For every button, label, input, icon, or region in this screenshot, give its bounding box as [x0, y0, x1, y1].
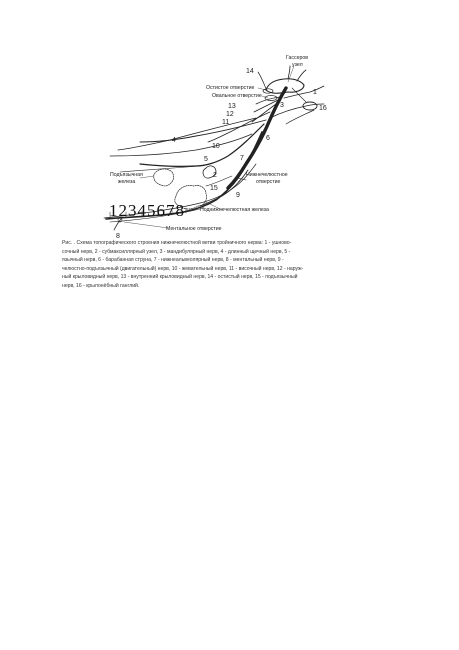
- label-nizhnechelyustnoe-1: Нижнечелюстное: [246, 172, 288, 178]
- num-1: 1: [313, 89, 317, 96]
- label-podnizhnechelyustnaya: Поднижнечелюстная железа: [200, 207, 269, 213]
- lingual-nerve-5: [140, 124, 264, 166]
- jaw-line-a: [118, 118, 256, 150]
- num-15: 15: [210, 185, 218, 192]
- label-gasser-2: узел: [292, 62, 303, 68]
- num-2: 2: [213, 172, 217, 179]
- sublingual-gland: [154, 169, 174, 186]
- label-podyazychnaya-2: железа: [118, 179, 136, 185]
- label-ovalnoe: Овальное отверстие: [212, 93, 262, 99]
- num-3: 3: [280, 102, 284, 109]
- caption-line: челюстно-подъязычный (двигательный) нерв, 10 - жевательный нерв, 11 - височный нерв, 12 - наруж-: [62, 265, 304, 272]
- branch-16: [292, 88, 306, 102]
- num-9: 9: [236, 192, 240, 199]
- branch-16b: [286, 110, 314, 124]
- num-12: 12: [226, 111, 234, 118]
- mylohyoid-nerve-9: [200, 170, 248, 206]
- ganglion-root-2: [297, 70, 306, 81]
- num-4: 4: [172, 137, 176, 144]
- caption-line: сочный нерв, 2 - субмаксиллярный узел, 3 - мандибулярный нерв, 4 - длинный щечный нерв, 5 -: [62, 248, 291, 255]
- label-mentalnoe: Ментальное отверстие: [166, 226, 222, 232]
- label-ostistoe: Остистое отверстие: [206, 85, 255, 91]
- num-6: 6: [266, 135, 270, 142]
- caption-line: нерв, 16 - крылонёбный ганглий.: [62, 282, 140, 289]
- num-8: 8: [116, 233, 120, 240]
- leader-mental: [124, 222, 168, 228]
- num-16: 16: [319, 105, 327, 112]
- num-13: 13: [228, 103, 236, 110]
- num-11: 11: [222, 119, 230, 126]
- figure-caption: [62, 239, 330, 291]
- label-podyazychnaya-1: Подъязычная: [110, 172, 143, 178]
- caption-line: язычный нерв, 6 - барабанная струна, 7 - нижнеальвеолярный нерв, 8 - ментальный нерв, 9 -: [62, 257, 284, 264]
- num-14: 14: [246, 68, 254, 75]
- tooth-numbers: 12345678: [109, 201, 185, 220]
- caption-line: ный крыловидный нерв, 13 - внутренний крыловидный нерв, 14 - остистый нерв, 15 - подъязычный: [62, 274, 298, 281]
- caption-line: Рис. . Схема топографического строения нижнечелюстной ветви тройничного нерва: 1 - ушново-: [62, 240, 292, 246]
- num-10: 10: [212, 143, 220, 150]
- label-gasser-1: Гассеров: [286, 55, 309, 61]
- num-7: 7: [240, 155, 244, 162]
- label-nizhnechelyustnoe-2: отверстие: [256, 179, 281, 185]
- num-5: 5: [204, 156, 208, 163]
